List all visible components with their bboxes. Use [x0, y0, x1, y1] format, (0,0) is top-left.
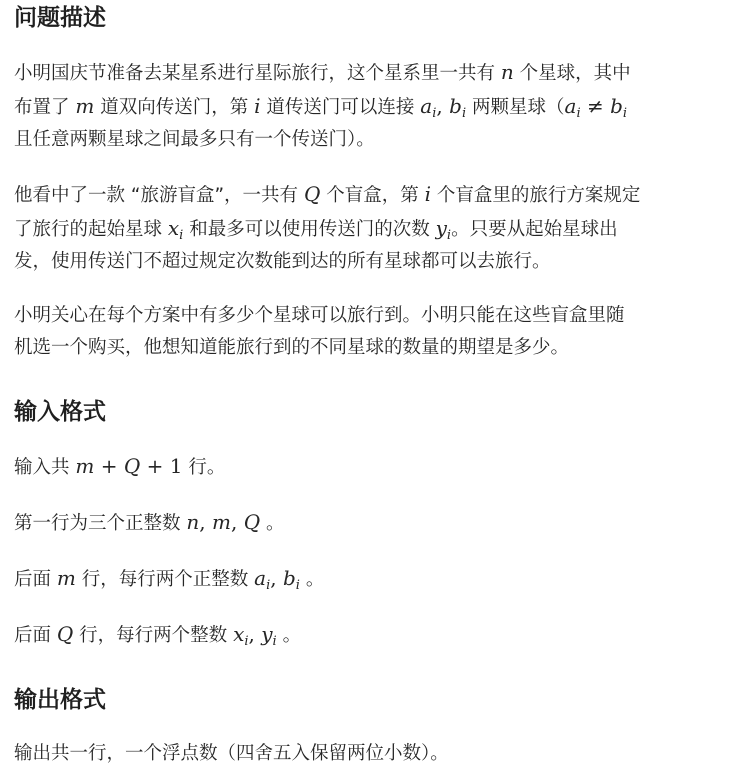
text: 布置了 — [14, 97, 76, 118]
paragraph — [14, 618, 734, 652]
math-variable — [124, 454, 140, 478]
math-symbol: b — [610, 94, 623, 118]
math-subscript: i — [432, 106, 437, 121]
text-line — [14, 124, 734, 156]
math-operator: , — [270, 566, 283, 590]
text: 个星球，其中 — [513, 63, 631, 84]
math-variable — [564, 94, 581, 121]
math-variable — [75, 454, 94, 478]
text: 小明关心在每个方案中有多少个星球可以旅行到。小明只能在这些盲盒里随 — [14, 305, 625, 326]
math-variable — [610, 94, 628, 121]
math-variable — [244, 510, 260, 534]
section-heading: 输入格式 — [14, 399, 106, 425]
math-symbol: i — [254, 94, 261, 118]
text-line — [14, 90, 734, 124]
math-subscript: i — [446, 228, 452, 243]
text: 输入共 — [14, 457, 76, 478]
math-subscript: i — [244, 634, 249, 649]
paragraph — [14, 178, 734, 278]
math-symbol: i — [424, 182, 432, 206]
text: 和最多可以使用传送门的次数 — [183, 219, 436, 240]
math-operator: + — [94, 454, 124, 478]
math-symbol: Q — [123, 454, 141, 478]
math-symbol: x — [233, 622, 245, 646]
paragraph — [14, 738, 734, 770]
text: 两颗星球（ — [466, 97, 565, 118]
math-symbol: y — [261, 622, 273, 646]
math-symbol: b — [282, 566, 296, 590]
text: 行。 — [182, 457, 226, 478]
section-input-format — [14, 396, 734, 652]
math-symbol: a — [254, 566, 267, 590]
math-operator: , — [199, 510, 212, 534]
text: 后面 — [14, 569, 57, 590]
text: 第一行为三个正整数 — [14, 513, 187, 534]
math-subscript: i — [576, 106, 581, 121]
text-line — [14, 562, 734, 596]
math-variable — [57, 566, 76, 590]
math-subscript: i — [266, 578, 271, 593]
text-line — [14, 300, 734, 332]
math-variable — [212, 510, 231, 534]
text-line — [14, 450, 734, 484]
math-symbol: m — [56, 566, 76, 590]
math-symbol: m — [212, 510, 231, 534]
text: 。 — [260, 513, 285, 534]
text-line — [14, 506, 734, 540]
text: 了旅行的起始星球 — [14, 219, 168, 240]
math-symbol: x — [167, 216, 180, 240]
paragraph — [14, 56, 734, 156]
math-symbol: Q — [303, 182, 321, 206]
text: 且任意两颗星球之间最多只有一个传送门）。 — [14, 129, 375, 150]
math-variable — [435, 216, 452, 243]
text: 。 — [299, 569, 325, 590]
text-line — [14, 332, 734, 364]
math-symbol: Q — [56, 622, 74, 646]
section-heading: 问题描述 — [14, 5, 106, 31]
text-line — [14, 212, 734, 246]
text: 道双向传送门，第 — [94, 97, 255, 118]
text: 行，每行两个正整数 — [75, 569, 255, 590]
text-line — [14, 178, 734, 212]
math-variable — [449, 94, 467, 121]
math-symbol: n — [186, 510, 200, 534]
math-operator: + 1 — [140, 454, 183, 478]
text-line — [14, 618, 734, 652]
section-heading: 输出格式 — [14, 687, 106, 713]
math-subscript: i — [461, 106, 467, 121]
math-operator: , — [230, 510, 244, 534]
paragraph — [14, 300, 734, 364]
math-subscript: i — [622, 106, 628, 121]
text: 机选一个购买，他想知道能旅行到的不同星球的数量的期望是多少。 — [14, 337, 570, 358]
text: 个盲盒里的旅行方案规定 — [431, 185, 641, 206]
math-subscript: i — [179, 228, 184, 243]
paragraph — [14, 450, 734, 484]
text: 小明国庆节准备去某星系进行星际旅行，这个星系里一共有 — [14, 63, 501, 84]
text: 发，使用传送门不超过规定次数能到达的所有星球都可以去旅行。 — [14, 251, 551, 272]
text-line — [14, 56, 734, 90]
math-symbol: m — [75, 454, 95, 478]
math-variable — [57, 622, 73, 646]
math-subscript: i — [295, 578, 300, 593]
math-operator: , — [436, 94, 450, 118]
math-variable — [304, 182, 320, 206]
math-variable — [261, 622, 277, 649]
math-symbol: a — [564, 94, 577, 118]
math-symbol: b — [449, 94, 462, 118]
math-operator: ≠ — [580, 94, 611, 118]
math-variable — [254, 566, 271, 593]
text: 输出共一行，一个浮点数（四舍五入保留两位小数）。 — [14, 743, 449, 764]
text: 。 — [276, 625, 302, 646]
math-symbol: y — [435, 216, 447, 240]
math-variable — [501, 60, 514, 84]
math-symbol: Q — [243, 510, 261, 534]
math-symbol: n — [500, 60, 514, 84]
math-variable — [282, 566, 300, 593]
math-symbol: a — [420, 94, 433, 118]
text: 个盲盒，第 — [320, 185, 425, 206]
text: 行，每行两个整数 — [73, 625, 234, 646]
math-symbol: m — [75, 94, 95, 118]
math-variable — [75, 94, 94, 118]
paragraph — [14, 506, 734, 540]
text-line — [14, 246, 734, 278]
text: 道传送门可以连接 — [260, 97, 421, 118]
section-output-format — [14, 684, 734, 770]
math-subscript: i — [272, 634, 277, 649]
text: 。只要从起始星球出 — [451, 219, 618, 240]
math-variable — [167, 216, 184, 243]
section-problem-description — [14, 0, 734, 364]
text: 后面 — [14, 625, 57, 646]
text-line — [14, 738, 734, 770]
math-operator: , — [248, 622, 262, 646]
math-variable — [420, 94, 437, 121]
math-variable — [233, 622, 249, 649]
paragraph — [14, 562, 734, 596]
math-variable — [186, 510, 199, 534]
text: 他看中了一款 “旅游盲盒”，一共有 — [14, 185, 304, 206]
